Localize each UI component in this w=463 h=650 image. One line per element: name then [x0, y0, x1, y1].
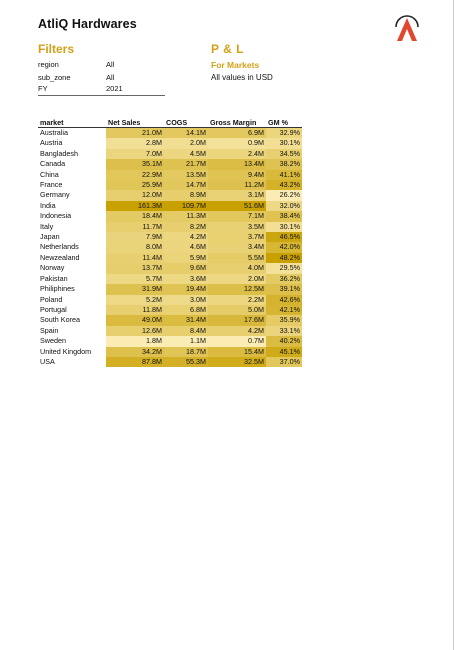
- table-row: [38, 242, 302, 252]
- gm-pct-cell[interactable]: 34.5%: [266, 149, 302, 159]
- table-row: [38, 222, 302, 232]
- gm-pct-cell[interactable]: 38.2%: [266, 159, 302, 169]
- gross-margin-cell[interactable]: 12.5M: [208, 284, 266, 294]
- column-header-market[interactable]: market: [38, 118, 106, 128]
- table-row: [38, 211, 302, 221]
- page-edge: [453, 0, 454, 650]
- net-sales-cell[interactable]: 31.9M: [106, 284, 164, 294]
- market-cell[interactable]: Portugal: [38, 305, 106, 315]
- net-sales-cell[interactable]: 12.6M: [106, 326, 164, 336]
- gross-margin-cell[interactable]: 4.0M: [208, 263, 266, 273]
- net-sales-cell[interactable]: 87.8M: [106, 357, 164, 367]
- gross-margin-cell[interactable]: 3.5M: [208, 222, 266, 232]
- pl-note: All values in USD: [211, 73, 273, 82]
- table-row: [38, 138, 302, 148]
- net-sales-cell[interactable]: 8.0M: [106, 242, 164, 252]
- gross-margin-cell[interactable]: 13.4M: [208, 159, 266, 169]
- gm-pct-cell[interactable]: 36.2%: [266, 274, 302, 284]
- table-row: [38, 232, 302, 242]
- market-cell[interactable]: Italy: [38, 222, 106, 232]
- net-sales-cell[interactable]: 11.7M: [106, 222, 164, 232]
- filter-value[interactable]: 2021: [106, 84, 123, 93]
- pl-table: [38, 118, 302, 367]
- gross-margin-cell[interactable]: 2.0M: [208, 274, 266, 284]
- table-row: [38, 305, 302, 315]
- column-header-gm-pct[interactable]: GM %: [266, 118, 302, 128]
- gross-margin-cell[interactable]: 15.4M: [208, 347, 266, 357]
- gross-margin-cell[interactable]: 7.1M: [208, 211, 266, 221]
- net-sales-cell[interactable]: 5.7M: [106, 274, 164, 284]
- net-sales-cell[interactable]: 11.4M: [106, 253, 164, 263]
- gm-pct-cell[interactable]: 46.5%: [266, 232, 302, 242]
- market-cell[interactable]: Canada: [38, 159, 106, 169]
- table-row: [38, 159, 302, 169]
- net-sales-cell[interactable]: 25.9M: [106, 180, 164, 190]
- gm-pct-cell[interactable]: 39.1%: [266, 284, 302, 294]
- gm-pct-cell[interactable]: 37.0%: [266, 357, 302, 367]
- cogs-cell[interactable]: 5.9M: [164, 253, 208, 263]
- cogs-cell[interactable]: 6.8M: [164, 305, 208, 315]
- cogs-cell[interactable]: 14.7M: [164, 180, 208, 190]
- cogs-cell[interactable]: 8.9M: [164, 190, 208, 200]
- filters-heading: Filters: [38, 42, 75, 56]
- report-title: AtliQ Hardwares: [38, 17, 137, 31]
- table-row: [38, 180, 302, 190]
- market-cell[interactable]: Norway: [38, 263, 106, 273]
- table-header-row: [38, 118, 302, 128]
- market-cell[interactable]: Austria: [38, 138, 106, 148]
- gm-pct-cell[interactable]: 42.0%: [266, 242, 302, 252]
- gm-pct-cell[interactable]: 42.6%: [266, 295, 302, 305]
- cogs-cell[interactable]: 55.3M: [164, 357, 208, 367]
- gross-margin-cell[interactable]: 4.2M: [208, 326, 266, 336]
- cogs-cell[interactable]: 31.4M: [164, 315, 208, 325]
- net-sales-cell[interactable]: 1.8M: [106, 336, 164, 346]
- net-sales-cell[interactable]: 21.0M: [106, 128, 164, 139]
- gross-margin-cell[interactable]: 5.0M: [208, 305, 266, 315]
- net-sales-cell[interactable]: 18.4M: [106, 211, 164, 221]
- market-cell[interactable]: Australia: [38, 128, 106, 139]
- table-row: [38, 190, 302, 200]
- market-cell[interactable]: India: [38, 201, 106, 211]
- filter-value[interactable]: All: [106, 73, 115, 82]
- cogs-cell[interactable]: 18.7M: [164, 347, 208, 357]
- gross-margin-cell[interactable]: 32.5M: [208, 357, 266, 367]
- pl-heading: P & L: [211, 42, 244, 56]
- filter-row-fy[interactable]: [38, 84, 165, 96]
- cogs-cell[interactable]: 109.7M: [164, 201, 208, 211]
- net-sales-cell[interactable]: 22.9M: [106, 170, 164, 180]
- gross-margin-cell[interactable]: 2.2M: [208, 295, 266, 305]
- table-row: [38, 284, 302, 294]
- column-header-cogs[interactable]: COGS: [164, 118, 208, 128]
- table-row: [38, 253, 302, 263]
- gm-pct-cell[interactable]: 45.1%: [266, 347, 302, 357]
- table-row: [38, 149, 302, 159]
- net-sales-cell[interactable]: 35.1M: [106, 159, 164, 169]
- cogs-cell[interactable]: 2.0M: [164, 138, 208, 148]
- pl-subheading: For Markets: [211, 60, 260, 70]
- gm-pct-cell[interactable]: 38.4%: [266, 211, 302, 221]
- filter-label: region: [38, 60, 59, 69]
- net-sales-cell[interactable]: 2.8M: [106, 138, 164, 148]
- table-row: [38, 326, 302, 336]
- market-cell[interactable]: Indonesia: [38, 211, 106, 221]
- cogs-cell[interactable]: 11.3M: [164, 211, 208, 221]
- market-cell[interactable]: Spain: [38, 326, 106, 336]
- net-sales-cell[interactable]: 11.8M: [106, 305, 164, 315]
- gross-margin-cell[interactable]: 11.2M: [208, 180, 266, 190]
- net-sales-cell[interactable]: 49.0M: [106, 315, 164, 325]
- gm-pct-cell[interactable]: 32.9%: [266, 128, 302, 139]
- column-header-net-sales[interactable]: Net Sales: [106, 118, 164, 128]
- gm-pct-cell[interactable]: 35.9%: [266, 315, 302, 325]
- cogs-cell[interactable]: 1.1M: [164, 336, 208, 346]
- table-row: [38, 347, 302, 357]
- filter-label: FY: [38, 84, 48, 93]
- net-sales-cell[interactable]: 7.9M: [106, 232, 164, 242]
- net-sales-cell[interactable]: 12.0M: [106, 190, 164, 200]
- cogs-cell[interactable]: 14.1M: [164, 128, 208, 139]
- gross-margin-cell[interactable]: 3.1M: [208, 190, 266, 200]
- table-row: [38, 274, 302, 284]
- cogs-cell[interactable]: 19.4M: [164, 284, 208, 294]
- gm-pct-cell[interactable]: 30.1%: [266, 222, 302, 232]
- gross-margin-cell[interactable]: 6.9M: [208, 128, 266, 139]
- cogs-cell[interactable]: 4.2M: [164, 232, 208, 242]
- cogs-cell[interactable]: 3.0M: [164, 295, 208, 305]
- table-row: [38, 336, 302, 346]
- table-row: [38, 315, 302, 325]
- market-cell[interactable]: United Kingdom: [38, 347, 106, 357]
- gross-margin-cell[interactable]: 5.5M: [208, 253, 266, 263]
- gm-pct-cell[interactable]: 33.1%: [266, 326, 302, 336]
- gm-pct-cell[interactable]: 32.0%: [266, 201, 302, 211]
- cogs-cell[interactable]: 21.7M: [164, 159, 208, 169]
- table-row: [38, 201, 302, 211]
- gross-margin-cell[interactable]: 0.7M: [208, 336, 266, 346]
- gm-pct-cell[interactable]: 41.1%: [266, 170, 302, 180]
- market-cell[interactable]: Pakistan: [38, 274, 106, 284]
- cogs-cell[interactable]: 8.4M: [164, 326, 208, 336]
- cogs-cell[interactable]: 3.6M: [164, 274, 208, 284]
- market-cell[interactable]: Poland: [38, 295, 106, 305]
- gross-margin-cell[interactable]: 17.6M: [208, 315, 266, 325]
- market-cell[interactable]: USA: [38, 357, 106, 367]
- gm-pct-cell[interactable]: 48.2%: [266, 253, 302, 263]
- gross-margin-cell[interactable]: 3.4M: [208, 242, 266, 252]
- market-cell[interactable]: Sweden: [38, 336, 106, 346]
- cogs-cell[interactable]: 13.5M: [164, 170, 208, 180]
- filter-value[interactable]: All: [106, 60, 115, 69]
- gm-pct-cell[interactable]: 43.2%: [266, 180, 302, 190]
- gross-margin-cell[interactable]: 2.4M: [208, 149, 266, 159]
- net-sales-cell[interactable]: 5.2M: [106, 295, 164, 305]
- cogs-cell[interactable]: 4.5M: [164, 149, 208, 159]
- gross-margin-cell[interactable]: 9.4M: [208, 170, 266, 180]
- net-sales-cell[interactable]: 7.0M: [106, 149, 164, 159]
- gm-pct-cell[interactable]: 40.2%: [266, 336, 302, 346]
- gross-margin-cell[interactable]: 0.9M: [208, 138, 266, 148]
- market-cell[interactable]: Philiphines: [38, 284, 106, 294]
- column-header-gross-margin[interactable]: Gross Margin: [208, 118, 266, 128]
- gm-pct-cell[interactable]: 29.5%: [266, 263, 302, 273]
- market-cell[interactable]: Newzealand: [38, 253, 106, 263]
- cogs-cell[interactable]: 4.6M: [164, 242, 208, 252]
- market-cell[interactable]: Germany: [38, 190, 106, 200]
- gm-pct-cell[interactable]: 30.1%: [266, 138, 302, 148]
- market-cell[interactable]: France: [38, 180, 106, 190]
- net-sales-cell[interactable]: 13.7M: [106, 263, 164, 273]
- gm-pct-cell[interactable]: 26.2%: [266, 190, 302, 200]
- market-cell[interactable]: China: [38, 170, 106, 180]
- gm-pct-cell[interactable]: 42.1%: [266, 305, 302, 315]
- filter-label: sub_zone: [38, 73, 71, 82]
- table-row: [38, 357, 302, 367]
- gross-margin-cell[interactable]: 51.6M: [208, 201, 266, 211]
- market-cell[interactable]: South Korea: [38, 315, 106, 325]
- table-row: [38, 128, 302, 139]
- net-sales-cell[interactable]: 161.3M: [106, 201, 164, 211]
- table-row: [38, 263, 302, 273]
- atliq-logo-icon: [393, 13, 421, 43]
- market-cell[interactable]: Bangladesh: [38, 149, 106, 159]
- table-row: [38, 295, 302, 305]
- table-row: [38, 170, 302, 180]
- market-cell[interactable]: Netherlands: [38, 242, 106, 252]
- net-sales-cell[interactable]: 34.2M: [106, 347, 164, 357]
- cogs-cell[interactable]: 9.6M: [164, 263, 208, 273]
- cogs-cell[interactable]: 8.2M: [164, 222, 208, 232]
- gross-margin-cell[interactable]: 3.7M: [208, 232, 266, 242]
- market-cell[interactable]: Japan: [38, 232, 106, 242]
